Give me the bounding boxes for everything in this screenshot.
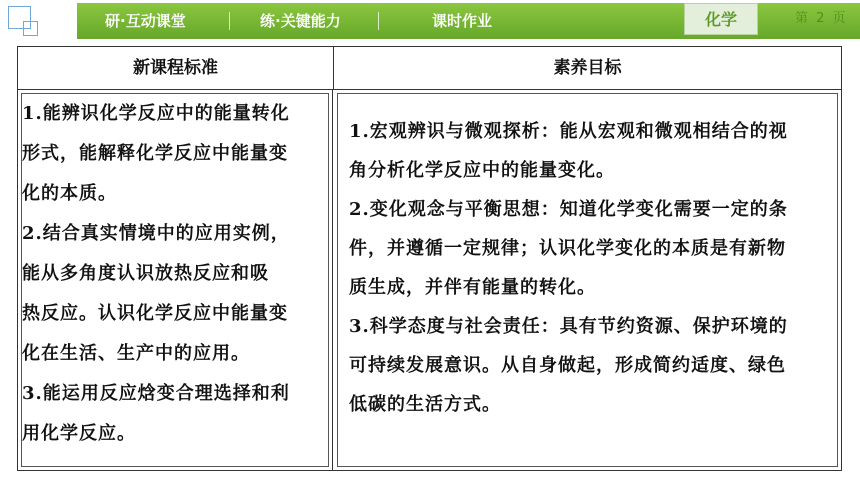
text-line: 2.变化观念与平衡思想：知道化学变化需要一定的条	[349, 199, 788, 220]
nav-tab-key-ability[interactable]: 练·关键能力	[260, 12, 341, 30]
text-line: 1.能辨识化学反应中的能量转化	[22, 103, 290, 124]
text-line: 形式，能解释化学反应中能量变	[22, 143, 288, 164]
curriculum-standard-text	[22, 94, 322, 454]
header-competency-goals: 素养目标	[553, 58, 622, 78]
page-indicator	[793, 3, 848, 35]
text-line: 化的本质。	[22, 183, 117, 204]
text-line: 热反应。认识化学反应中能量变	[22, 303, 288, 324]
text-line: 低碳的生活方式。	[349, 394, 501, 415]
text-line: 件，并遵循一定规律；认识化学变化的本质是有新物	[349, 238, 786, 259]
text-line: 能从多角度认识放热反应和吸	[22, 263, 269, 284]
subject-tab[interactable]: 化学	[684, 3, 758, 35]
standards-table	[17, 46, 842, 471]
text-line: 3.科学态度与社会责任：具有节约资源、保护环境的	[349, 316, 788, 337]
page-prefix: 第	[795, 11, 809, 26]
page-number: 2	[816, 11, 825, 26]
header-curriculum-standard: 新课程标准	[18, 47, 334, 89]
nav-tab-homework[interactable]: 课时作业	[432, 12, 493, 30]
nav-divider	[229, 12, 230, 30]
corner-squares-icon	[8, 6, 40, 38]
text-line: 3.能运用反应焓变合理选择和利	[22, 383, 290, 404]
text-line: 质生成，并伴有能量的转化。	[349, 277, 596, 298]
curriculum-standard-cell	[18, 90, 333, 470]
text-line: 可持续发展意识。从自身做起，形成简约适度、绿色	[349, 355, 786, 376]
nav-tab-interactive-class[interactable]: 研·互动课堂	[105, 12, 186, 30]
text-line: 角分析化学反应中的能量变化。	[349, 160, 615, 181]
text-line: 2.结合真实情境中的应用实例，	[22, 223, 290, 244]
text-line: 1.宏观辨识与微观探析：能从宏观和微观相结合的视	[349, 121, 788, 142]
competency-goals-cell	[334, 90, 841, 470]
page-suffix: 页	[832, 11, 846, 26]
table-header-row	[18, 47, 841, 90]
text-line: 用化学反应。	[22, 423, 136, 444]
nav-divider	[378, 12, 379, 30]
text-line: 化在生活、生产中的应用。	[22, 343, 250, 364]
competency-goals-text	[349, 112, 829, 424]
